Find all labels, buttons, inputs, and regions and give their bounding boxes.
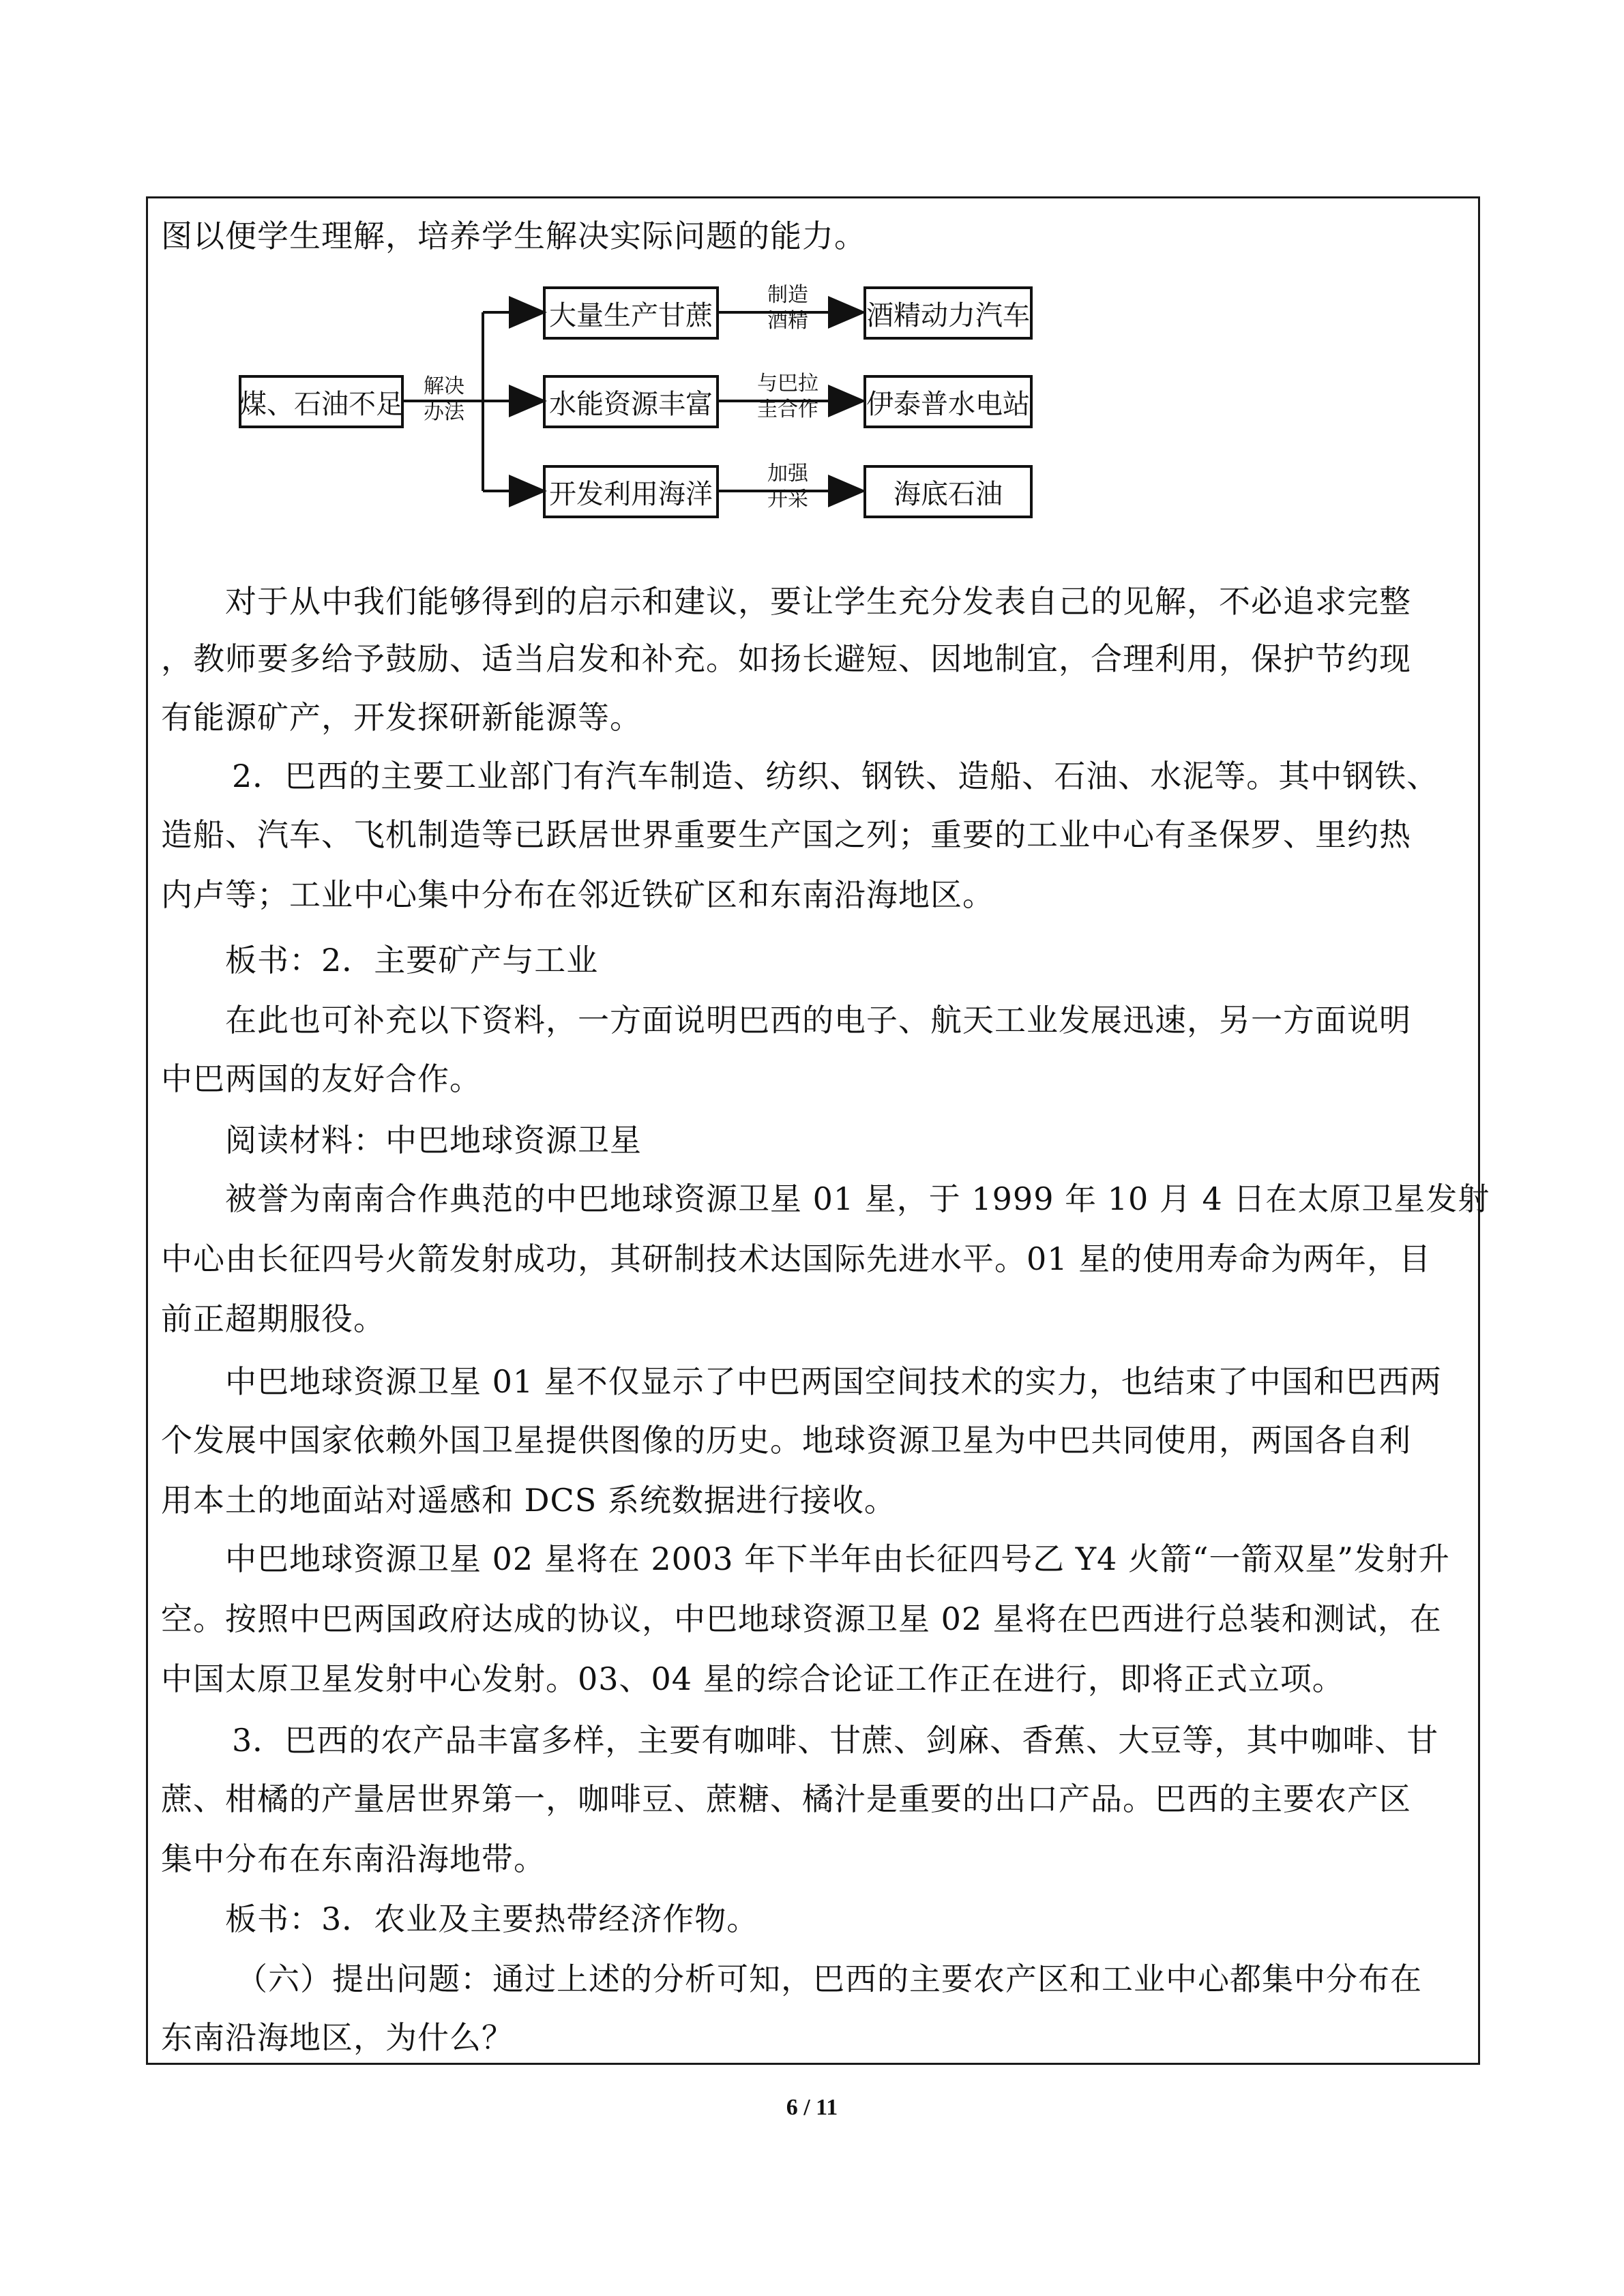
action-label-2-line-2: 圭合作 [757, 398, 818, 421]
board-note: 板书：3．农业及主要热带经济作物。 [225, 1900, 759, 1937]
board-note: 板书：2．主要矿产与工业 [225, 942, 599, 979]
text-line: 空。按照中巴两国政府达成的协议，中巴地球资源卫星 02 星将在巴西进行总装和测试，在 [161, 1600, 1442, 1637]
reading-title: 阅读材料：中巴地球资源卫星 [225, 1122, 642, 1159]
text-line: 中国太原卫星发射中心发射。03、04 星的综合论证工作正在进行，即将正式立项。 [161, 1660, 1344, 1697]
result-box-3: 海底石油 [863, 465, 1033, 518]
action-label-1 [743, 282, 832, 334]
text-line: 集中分布在东南沿海地带。 [161, 1840, 546, 1877]
result-box-1: 酒精动力汽车 [863, 286, 1033, 340]
text-line: 2．巴西的主要工业部门有汽车制造、纺织、钢铁、造船、石油、水泥等。其中钢铁、 [232, 758, 1439, 794]
text-line: 个发展中国家依赖外国卫星提供图像的历史。地球资源卫星为中巴共同使用，两国各自利 [161, 1422, 1411, 1459]
text-line: 前正超期服役。 [161, 1300, 385, 1337]
text-line: 东南沿海地区，为什么？ [161, 2019, 514, 2056]
text-line: 用本土的地面站对遥感和 DCS 系统数据进行接收。 [161, 1482, 896, 1519]
action-label-1-line-1: 制造 [767, 283, 808, 307]
solution-box-2: 水能资源丰富 [543, 375, 719, 428]
solution-box-3: 开发利用海洋 [543, 465, 719, 518]
text-line: 造船、汽车、飞机制造等已跃居世界重要生产国之列；重要的工业中心有圣保罗、里约热 [161, 816, 1411, 853]
action-label-2 [743, 371, 832, 423]
source-box: 煤、石油不足 [239, 375, 404, 428]
text-line: 中巴地球资源卫星 02 星将在 2003 年下半年由长征四号乙 Y4 火箭“一箭双星”发射升 [225, 1540, 1450, 1577]
page-number: 6 / 11 [786, 2095, 838, 2120]
text-line: 3．巴西的农产品丰富多样，主要有咖啡、甘蔗、剑麻、香蕉、大豆等，其中咖啡、甘 [232, 1722, 1439, 1759]
text-line: 内卢等；工业中心集中分布在邻近铁矿区和东南沿海地区。 [161, 876, 994, 913]
connector-label [408, 374, 480, 426]
text-line: 中巴地球资源卫星 01 星不仅显示了中巴两国空间技术的实力，也结束了中国和巴西两 [225, 1363, 1442, 1400]
question-line: （六）提出问题：通过上述的分析可知，巴西的主要农产区和工业中心都集中分布在 [236, 1960, 1422, 1997]
action-label-1-line-2: 酒精 [767, 309, 808, 333]
action-label-3-line-2: 开采 [767, 488, 808, 511]
action-label-3 [743, 461, 832, 513]
action-label-2-line-1: 与巴拉 [757, 372, 818, 396]
connector-label-line-2: 办法 [424, 400, 464, 424]
intro-line: 图以便学生理解，培养学生解决实际问题的能力。 [161, 218, 866, 254]
text-line: 对于从中我们能够得到的启示和建议，要让学生充分发表自己的见解，不必追求完整 [225, 583, 1411, 620]
text-line: 中巴两国的友好合作。 [161, 1060, 482, 1097]
action-label-3-line-1: 加强 [767, 462, 808, 486]
text-line: 中心由长征四号火箭发射成功，其研制技术达国际先进水平。01 星的使用寿命为两年，目 [161, 1240, 1432, 1277]
solution-box-1: 大量生产甘蔗 [543, 286, 719, 340]
text-line: 蔗、柑橘的产量居世界第一，咖啡豆、蔗糖、橘汁是重要的出口产品。巴西的主要农产区 [161, 1780, 1411, 1817]
connector-label-line-1: 解决 [424, 374, 464, 398]
text-line: 在此也可补充以下资料，一方面说明巴西的电子、航天工业发展迅速，另一方面说明 [225, 1002, 1411, 1039]
text-line: ，教师要多给予鼓励、适当启发和补充。如扬长避短、因地制宜，合理利用，保护节约现 [161, 640, 1411, 677]
result-box-2: 伊泰普水电站 [863, 375, 1033, 428]
text-line: 有能源矿产，开发探研新能源等。 [161, 699, 642, 736]
text-line: 被誉为南南合作典范的中巴地球资源卫星 01 星，于 1999 年 10 月 4 日在太原卫星发射 [225, 1180, 1490, 1217]
